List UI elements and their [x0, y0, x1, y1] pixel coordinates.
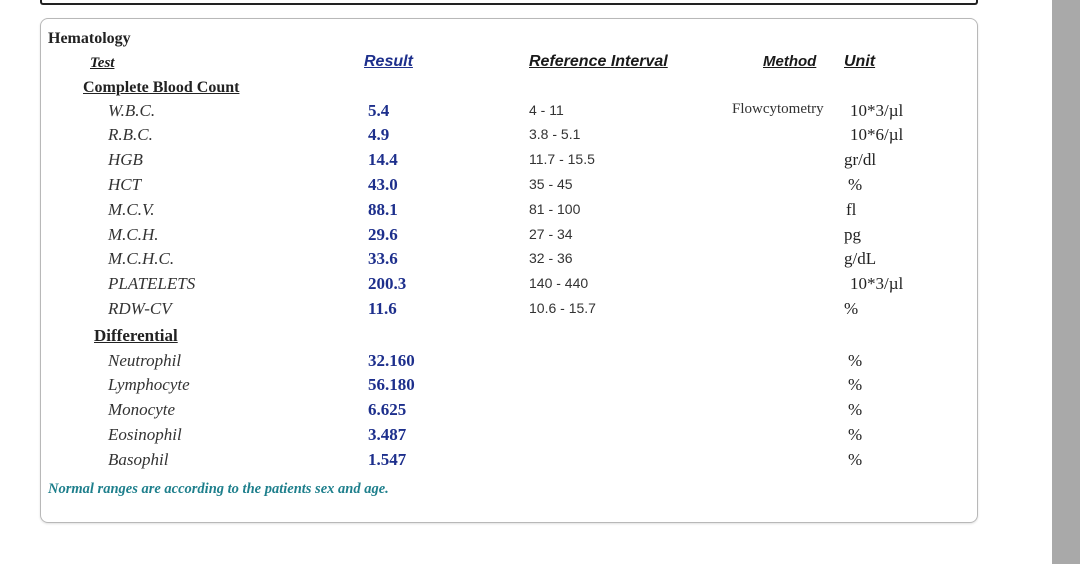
test-name: Basophil [108, 450, 169, 469]
unit: fl [846, 200, 857, 219]
header-reference-interval: Reference Interval [529, 53, 668, 70]
previous-section-border [40, 0, 978, 5]
result-value: 14.4 [368, 150, 398, 169]
result-value: 1.547 [368, 450, 407, 469]
unit: % [844, 299, 859, 318]
result-value: 33.6 [368, 249, 398, 268]
unit: g/dL [844, 249, 877, 268]
method: Flowcytometry [732, 101, 824, 117]
result-value: 43.0 [368, 175, 398, 194]
result-value: 4.9 [368, 125, 390, 144]
header-result: Result [364, 53, 413, 70]
reference-interval: 10.6 - 15.7 [529, 300, 596, 316]
viewer-side-strip [1052, 0, 1080, 564]
test-name: RDW-CV [108, 299, 172, 318]
result-value: 200.3 [368, 274, 407, 293]
reference-interval: 35 - 45 [529, 176, 573, 192]
test-name: M.C.V. [108, 200, 155, 219]
test-name: PLATELETS [108, 274, 196, 293]
test-name: Eosinophil [108, 425, 182, 444]
reference-interval: 4 - 11 [529, 102, 564, 118]
result-value: 32.160 [368, 351, 415, 370]
result-value: 5.4 [368, 101, 390, 120]
test-name: HCT [108, 175, 142, 194]
result-value: 29.6 [368, 225, 398, 244]
result-value: 6.625 [368, 400, 407, 419]
test-name: Monocyte [108, 400, 176, 419]
reference-interval: 27 - 34 [529, 226, 573, 242]
header-unit: Unit [844, 53, 876, 70]
test-name: HGB [108, 150, 143, 169]
footnote: Normal ranges are according to the patients sex and age. [48, 481, 389, 497]
unit: % [848, 450, 863, 469]
unit: % [848, 375, 863, 394]
test-name: M.C.H. [108, 225, 159, 244]
result-value: 88.1 [368, 200, 398, 219]
test-name: M.C.H.C. [108, 249, 175, 268]
unit: 10*3/µl [850, 274, 904, 293]
test-name: W.B.C. [108, 101, 156, 120]
reference-interval: 140 - 440 [529, 275, 589, 291]
reference-interval: 32 - 36 [529, 250, 573, 266]
unit: pg [844, 225, 861, 244]
unit: % [848, 175, 863, 194]
unit: gr/dl [844, 150, 877, 169]
group-title-cbc: Complete Blood Count [83, 79, 240, 96]
header-test: Test [90, 55, 115, 71]
unit: % [848, 425, 863, 444]
test-name: Lymphocyte [108, 375, 190, 394]
section-title: Hematology [48, 30, 131, 47]
unit: % [848, 351, 863, 370]
result-value: 11.6 [368, 299, 397, 318]
unit: 10*3/µl [850, 101, 904, 120]
group-title-differential: Differential [94, 326, 178, 345]
reference-interval: 81 - 100 [529, 201, 581, 217]
reference-interval: 3.8 - 5.1 [529, 126, 581, 142]
test-name: Neutrophil [108, 351, 182, 370]
result-value: 56.180 [368, 375, 415, 394]
reference-interval: 11.7 - 15.5 [529, 151, 595, 167]
header-method: Method [763, 53, 817, 70]
result-value: 3.487 [368, 425, 407, 444]
test-name: R.B.C. [108, 125, 153, 144]
unit: 10*6/µl [850, 125, 904, 144]
unit: % [848, 400, 863, 419]
